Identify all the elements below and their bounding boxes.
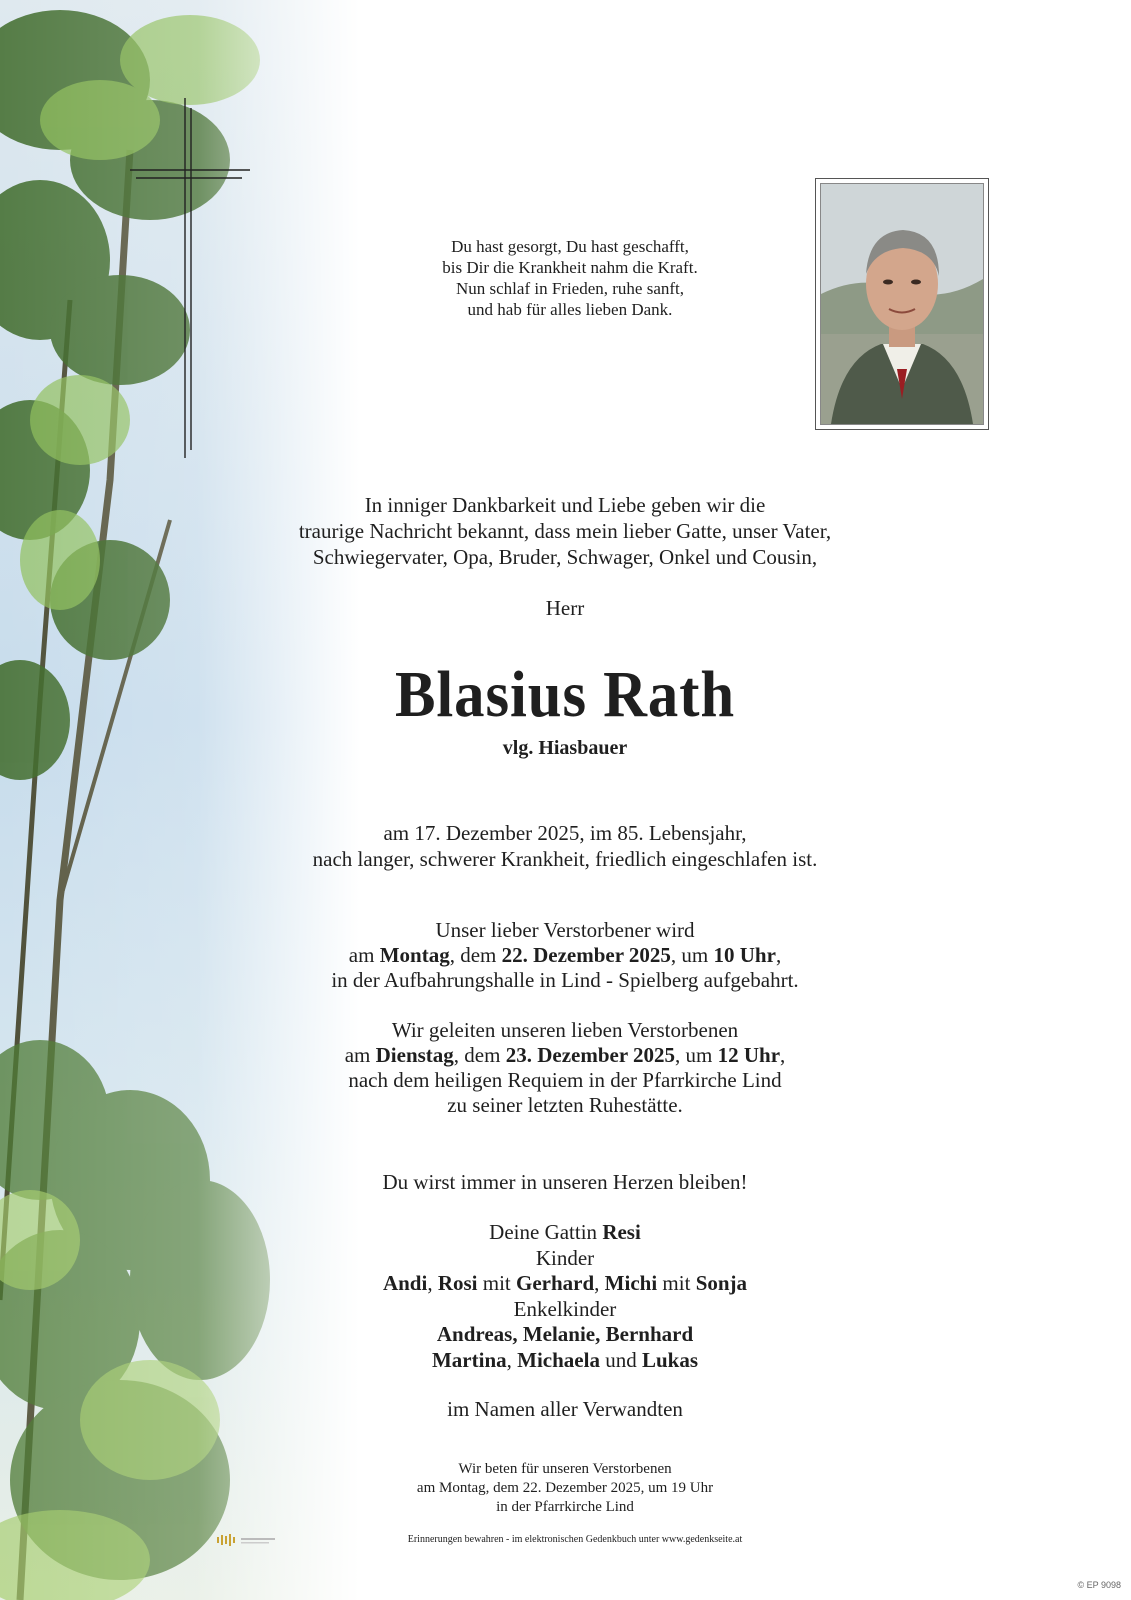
funeral-date: 23. Dezember 2025 [505,1043,676,1067]
viewing-sep: , dem [449,943,502,967]
viewing-time: 10 Uhr [713,943,776,967]
closing-sentence: Du wirst immer in unseren Herzen bleiben! [382,1170,748,1194]
children-label: Kinder [535,1245,595,1270]
separator: und [599,1347,642,1372]
separator: , [594,1271,605,1295]
grandchild-name: Lukas [641,1347,698,1372]
grandchildren-line-2 [260,1348,870,1374]
funeral-line-3: nach dem heiligen Requiem in der Pfarrkirche Lind [348,1068,782,1092]
guestbook-note: Erinnerungen bewahren - im elektronischen Gedenkbuch unter www.gedenkseite.at [407,1534,743,1545]
deceased-name: Blasius Rath [394,658,736,731]
mourners-list [260,1220,870,1373]
grandchildren-label: Enkelkinder [513,1296,617,1321]
viewing-sep: , um [670,943,714,967]
death-line: nach langer, schwerer Krankheit, friedlich eingeschlafen ist. [312,847,818,871]
cross-icon [130,98,255,458]
funeral-line-2 [260,1043,870,1068]
grandchild-name: Martina [431,1347,507,1372]
relatives-line: im Namen aller Verwandten [447,1397,683,1421]
grandchildren-names: Andreas, Melanie, Bernhard [436,1322,694,1346]
death-line: am 17. Dezember 2025, im 85. Lebensjahr, [383,821,747,845]
funeral-am: am [344,1043,376,1067]
wife-line [260,1220,870,1246]
viewing-end: , [775,943,782,967]
funeral-end: , [780,1043,786,1067]
separator: , [427,1271,438,1295]
announcement-intro [260,492,870,570]
viewing-line-3: in der Aufbahrungshalle in Lind - Spielberg aufgebahrt. [331,968,799,992]
intro-line: In inniger Dankbarkeit und Liebe geben wir die [364,493,766,517]
death-notice [260,820,870,872]
funeral-sep: , dem [453,1043,506,1067]
viewing-line-2 [260,943,870,968]
funeral-info [260,1018,870,1118]
viewing-date: 22. Dezember 2025 [501,943,671,967]
child-name: Michi [604,1271,658,1295]
viewing-line-1: Unser lieber Verstorbener wird [435,918,695,942]
prayer-line: Wir beten für unseren Verstorbenen [458,1461,672,1477]
poem-line: und hab für alles lieben Dank. [467,300,673,319]
intro-line: traurige Nachricht bekannt, dass mein lieber Gatte, unser Vater, [298,519,832,543]
memorial-poem [380,236,760,320]
funeral-day: Dienstag [375,1043,454,1067]
prayer-line: in der Pfarrkirche Lind [496,1499,634,1515]
wife-label: Deine Gattin [489,1220,603,1244]
wife-name: Resi [602,1220,641,1244]
separator: mit [477,1271,517,1295]
child-name: Andi [382,1271,428,1295]
separator: , [506,1347,518,1372]
grandchildren-line-1 [260,1322,870,1348]
portrait-photo-frame [815,178,989,430]
funeral-line-1: Wir geleiten unseren lieben Verstorbenen [391,1018,739,1042]
poem-line: Nun schlaf in Frieden, ruhe sanft, [455,279,685,298]
separator: mit [657,1271,696,1295]
deceased-vulgo: vlg. Hiasbauer [502,737,628,759]
funeral-home-logo [217,1533,277,1552]
viewing-am: am [348,943,380,967]
funeral-time: 12 Uhr [717,1043,781,1067]
viewing-info [260,918,870,993]
funeral-sep: , um [675,1043,718,1067]
child-name: Rosi [437,1271,478,1295]
document-code: © EP 9098 [1077,1580,1121,1590]
child-partner-name: Sonja [695,1271,748,1295]
portrait-photo [820,183,984,425]
intro-line: Schwiegervater, Opa, Bruder, Schwager, Onkel und Cousin, [312,545,818,569]
children-line [260,1271,870,1297]
salutation: Herr [545,596,585,620]
grandchild-name: Michaela [517,1347,600,1372]
viewing-day: Montag [379,943,450,967]
poem-line: Du hast gesorgt, Du hast geschafft, [451,237,689,256]
child-partner-name: Gerhard [516,1271,595,1295]
prayer-line: am Montag, dem 22. Dezember 2025, um 19 Uhr [416,1480,714,1496]
poem-line: bis Dir die Krankheit nahm die Kraft. [442,258,698,277]
funeral-line-4: zu seiner letzten Ruhestätte. [447,1093,683,1117]
prayer-info [260,1460,870,1517]
